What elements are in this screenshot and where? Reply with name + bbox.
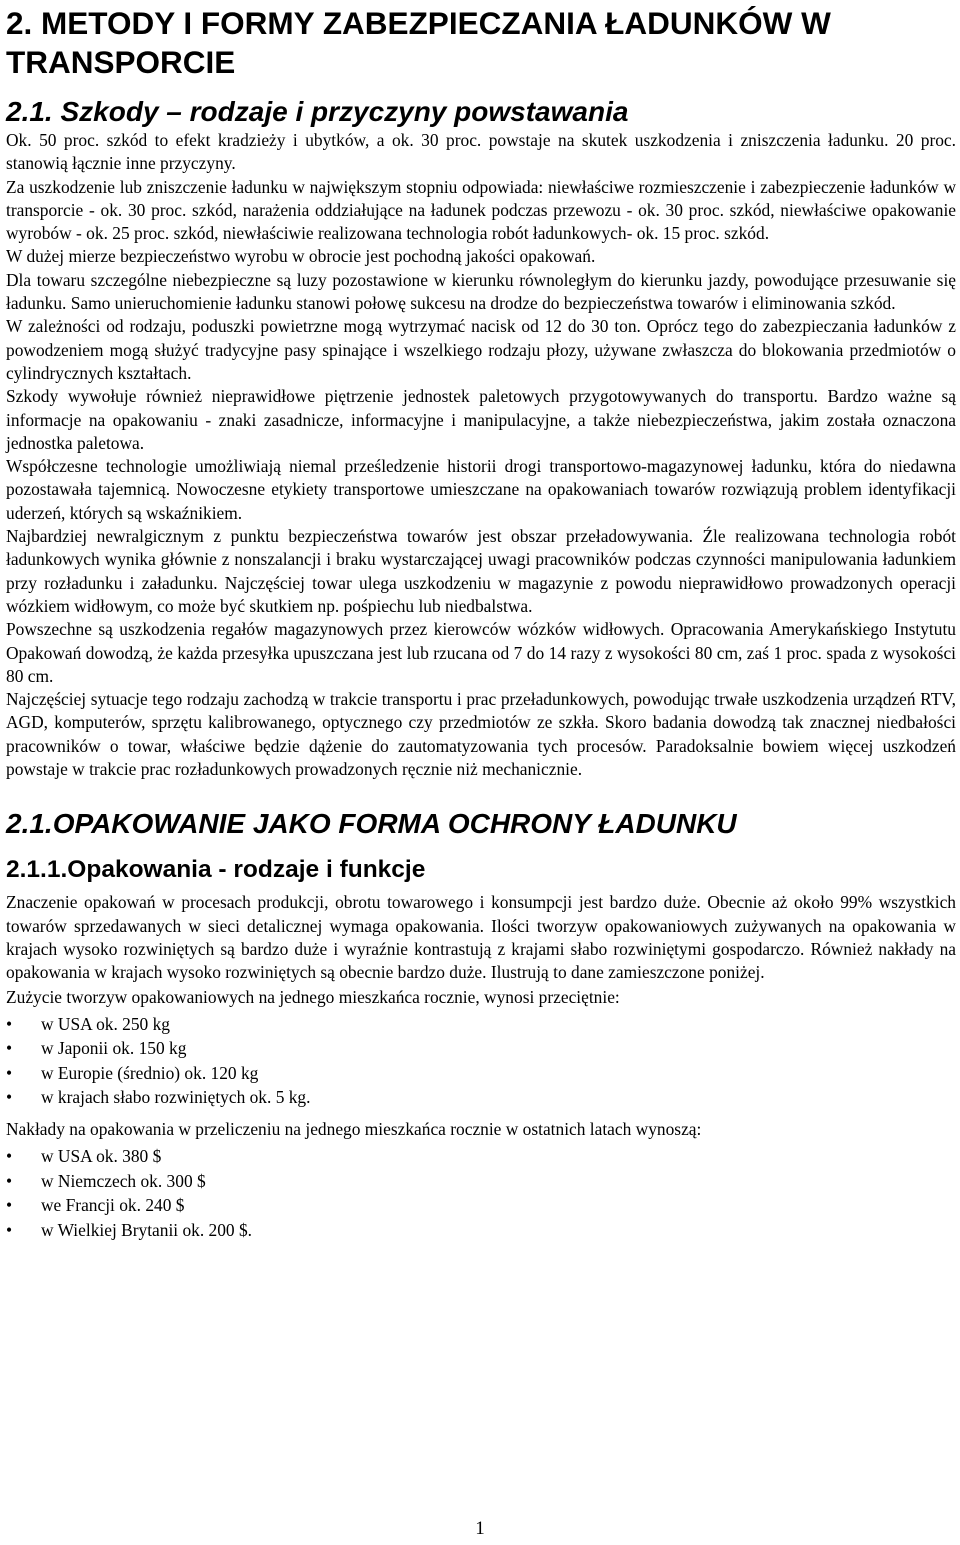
list-item: • w Europie (średnio) ok. 120 kg: [6, 1061, 956, 1086]
bullet-list-consumption: [6, 1012, 956, 1110]
list-item: • w USA ok. 250 kg: [6, 1012, 956, 1037]
list-item: • w USA ok. 380 $: [6, 1144, 956, 1169]
list-item: • w krajach słabo rozwiniętych ok. 5 kg.: [6, 1085, 956, 1110]
list-intro: Nakłady na opakowania w przeliczeniu na jednego mieszkańca rocznie w ostatnich latach wynoszą:: [6, 1118, 702, 1139]
body-text-block: [6, 129, 956, 781]
paragraph: Za uszkodzenie lub zniszczenie ładunku w największym stopniu odpowiada: niewłaściwe rozmieszczenie i zabezpieczenie ładunków w transporcie - ok. 30 proc. szkód, narażenia oddziałujące na ładunek podczas przewozu - ok. 30 proc. szkód, niewłaściwe opakowanie wyrobów - ok. 25 proc. szkód, niewłaściwie realizowana technologia robót ładunkowych- ok. 15 proc. szkód.: [6, 176, 956, 244]
subsection-heading: 2.1.1.Opakowania - rodzaje i funkcje: [6, 856, 426, 884]
section-heading-packaging: 2.1.OPAKOWANIE JAKO FORMA OCHRONY ŁADUNKU: [6, 808, 737, 840]
paragraph: Dla towaru szczególne niebezpieczne są luzy pozostawione w kierunku równoległym do kierunku jazdy, powodujące przesuwanie się ładunku. Samo unieruchomienie ładunku stanowi połowę sukcesu na drodze do bezpieczeństwa towarów i eliminowania szkód.: [6, 269, 956, 314]
list-item: • w Niemczech ok. 300 $: [6, 1169, 956, 1194]
page-number: 1: [475, 1518, 485, 1539]
paragraph: Szkody wywołuje również nieprawidłowe piętrzenie jednostek paletowych przygotowywanych do transportu. Bardzo ważne są informacje na opakowaniu - znaki zasadnicze, informacyjne i manipulacyjne, a także niebezpieczeństwa, jakim została oznaczona jednostka paletowa.: [6, 386, 956, 453]
paragraph: W zależności od rodzaju, poduszki powietrzne mogą wytrzymać nacisk od 12 do 30 ton. Oprócz tego do zabezpieczania ładunków z powodzeniem mogą służyć tradycyjne pasy spinające i wszelkiego rodzaju płozy, używane zwłaszcza do blokowania przedmiotów o cylindrycznych kształtach.: [6, 316, 956, 383]
paragraph: Ok. 50 proc. szkód to efekt kradzieży i ubytków, a ok. 30 proc. powstaje na skutek uszkodzenia i zniszczenia ładunku. 20 proc. stanowią łącznie inne przyczyny.: [6, 130, 956, 174]
list-item: • we Francji ok. 240 $: [6, 1193, 956, 1218]
paragraph: Najczęściej sytuacje tego rodzaju zachodzą w trakcie transportu i prac przeładunkowych, powodując trwałe uszkodzenia urządzeń RTV, AGD, komputerów, sprzętu kalibrowanego, optycznego czy przedmiotów ze szkła. Skoro badania dowodzą tak znacznej niedbałości pracowników o towar, właściwe będzie dążenie do zautomatyzowania tych procesów. Paradoksalnie bowiem więcej uszkodzeń powstaje w trakcie prac rozładunkowych prowadzonych ręcznie niż mechanicznie.: [6, 689, 956, 780]
list-intro: Zużycie tworzyw opakowaniowych na jednego mieszkańca rocznie, wynosi przeciętnie:: [6, 986, 620, 1007]
chapter-heading: 2. METODY I FORMY ZABEZPIECZANIA ŁADUNKÓW W TRANSPORCIE: [6, 5, 831, 80]
paragraph: Współczesne technologie umożliwiają niemal prześledzenie historii drogi transportowo-magazynowej ładunku, która do niedawna pozostawała tajemnicą. Nowoczesne etykiety transportowe umieszczane na opakowaniach towarów rozwiązują problem identyfikacji uderzeń, których są wskaźnikiem.: [6, 456, 956, 523]
paragraph: Najbardziej newralgicznym z punktu bezpieczeństwa towarów jest obszar przeładowywania. Źle realizowana technologia robót ładunkowych wynika głównie z nonszalancji i braku wystarczającej uwagi pracowników podczas czynności manipulowania ładunkiem przy rozładunku i załadunku. Najczęściej towar ulega uszkodzeniu w magazynie z powodu nieprawidłowo prowadzonych operacji wózkiem widłowym, co może być skutkiem np. pośpiechu lub niedbalstwa.: [6, 526, 956, 616]
bullet-list-expenditure: [6, 1144, 956, 1242]
document-page: [6, 0, 956, 1250]
paragraph: Powszechne są uszkodzenia regałów magazynowych przez kierowców wózków widłowych. Opracowania Amerykańskiego Instytutu Opakowań dowodzą, że każda przesyłka upuszczana jest lub rzucana od 7 do 14 razy z wysokości 80 cm, zaś 1 proc. spada z wysokości 80 cm.: [6, 619, 956, 686]
paragraph: W dużej mierze bezpieczeństwo wyrobu w obrocie jest pochodną jakości opakowań.: [6, 246, 596, 267]
list-item: • w Japonii ok. 150 kg: [6, 1036, 956, 1061]
list-item: • w Wielkiej Brytanii ok. 200 $.: [6, 1218, 956, 1243]
paragraph: Znaczenie opakowań w procesach produkcji, obrotu towarowego i konsumpcji jest bardzo duże. Obecnie aż około 99% wszystkich towarów sprzedawanych w sieci detalicznej wymaga opakowania. Ilości tworzyw opakowaniowych zużywanych na opakowania w krajach wysoko rozwiniętych są bardzo duże i wyraźnie kontrastują z krajami słabo rozwiniętymi gospodarczo. Również nakłady na opakowania w krajach wysoko rozwiniętych są obecnie bardzo duże. Ilustrują to dane zamieszczone poniżej.: [6, 892, 956, 983]
section-heading: 2.1. Szkody – rodzaje i przyczyny powstawania: [6, 96, 629, 127]
